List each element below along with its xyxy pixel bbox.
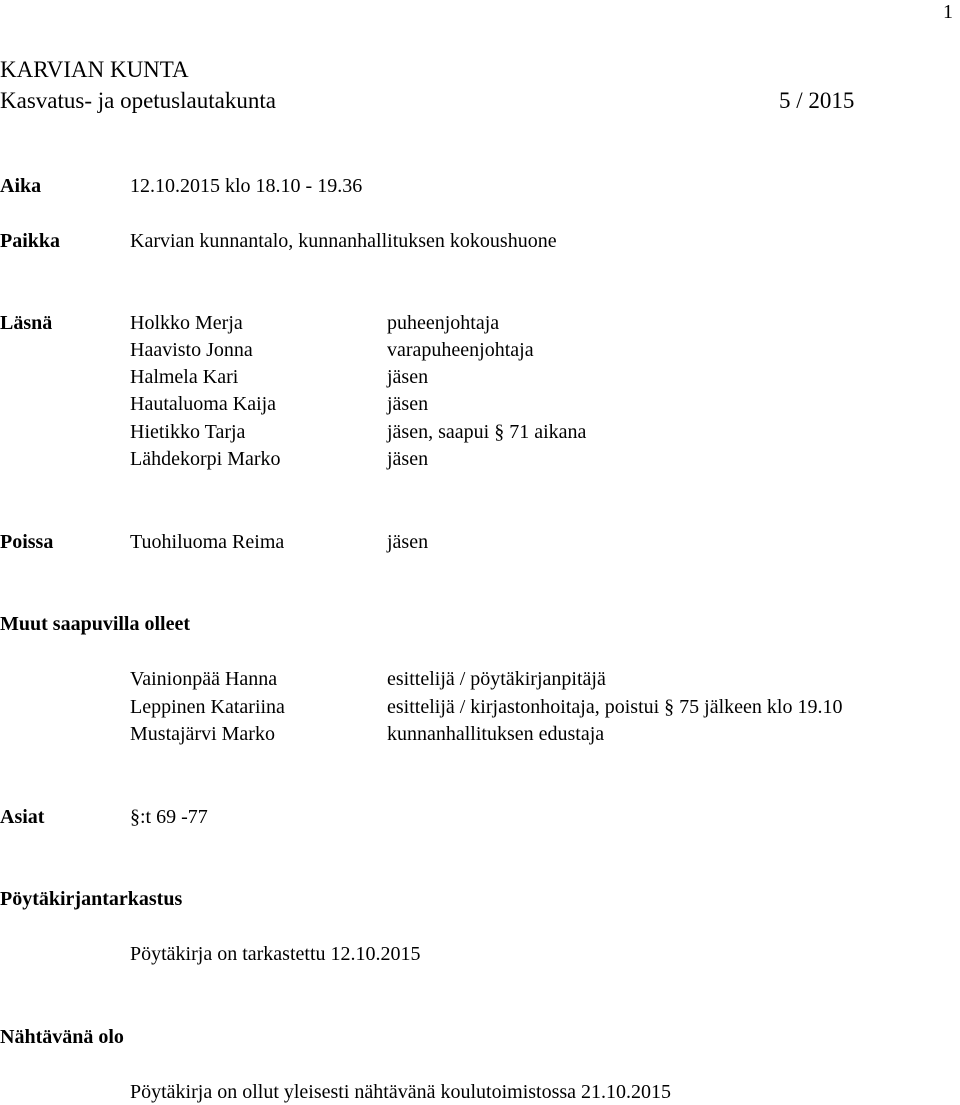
- others-label: Muut saapuvilla olleet: [0, 613, 191, 635]
- present-member-name: Haavisto Jonna: [130, 339, 253, 361]
- present-member-role: jäsen: [387, 393, 429, 415]
- matters-label: Asiat: [0, 806, 45, 828]
- present-member-role: jäsen: [387, 448, 429, 470]
- present-member-name: Lähdekorpi Marko: [130, 448, 281, 470]
- absent-member-role: jäsen: [387, 531, 429, 553]
- present-member-name: Hietikko Tarja: [130, 421, 246, 443]
- municipality-name: KARVIAN KUNTA: [0, 57, 189, 82]
- other-member-role: kunnanhallituksen edustaja: [387, 723, 605, 745]
- present-member-name: Hautaluoma Kaija: [130, 393, 277, 415]
- other-member-name: Vainionpää Hanna: [130, 668, 278, 690]
- page-number: 1: [943, 1, 953, 23]
- meeting-number: 5 / 2015: [779, 88, 855, 113]
- present-member-name: Halmela Kari: [130, 366, 239, 388]
- board-name: Kasvatus- ja opetuslautakunta: [0, 88, 276, 113]
- present-member-role: jäsen: [387, 366, 429, 388]
- other-member-role: esittelijä / kirjastonhoitaja, poistui § 75 jälkeen klo 19.10: [387, 696, 843, 718]
- absent-member-name: Tuohiluoma Reima: [130, 531, 285, 553]
- present-member-role: varapuheenjohtaja: [387, 339, 534, 361]
- present-member-name: Holkko Merja: [130, 312, 243, 334]
- present-member-role: puheenjohtaja: [387, 312, 500, 334]
- present-member-role: jäsen, saapui § 71 aikana: [387, 421, 587, 443]
- time-value: 12.10.2015 klo 18.10 - 19.36: [130, 175, 363, 197]
- place-value: Karvian kunnantalo, kunnanhallituksen kokoushuone: [130, 230, 557, 252]
- review-label: Pöytäkirjantarkastus: [0, 888, 183, 910]
- present-label: Läsnä: [0, 312, 53, 334]
- other-member-name: Leppinen Katariina: [130, 696, 285, 718]
- absent-label: Poissa: [0, 531, 54, 553]
- place-label: Paikka: [0, 230, 61, 252]
- display-value: Pöytäkirja on ollut yleisesti nähtävänä koulutoimistossa 21.10.2015: [130, 1081, 672, 1103]
- review-value: Pöytäkirja on tarkastettu 12.10.2015: [130, 943, 421, 965]
- other-member-role: esittelijä / pöytäkirjanpitäjä: [387, 668, 606, 690]
- display-label: Nähtävänä olo: [0, 1026, 124, 1048]
- other-member-name: Mustajärvi Marko: [130, 723, 275, 745]
- matters-value: §:t 69 -77: [130, 806, 208, 828]
- time-label: Aika: [0, 175, 42, 197]
